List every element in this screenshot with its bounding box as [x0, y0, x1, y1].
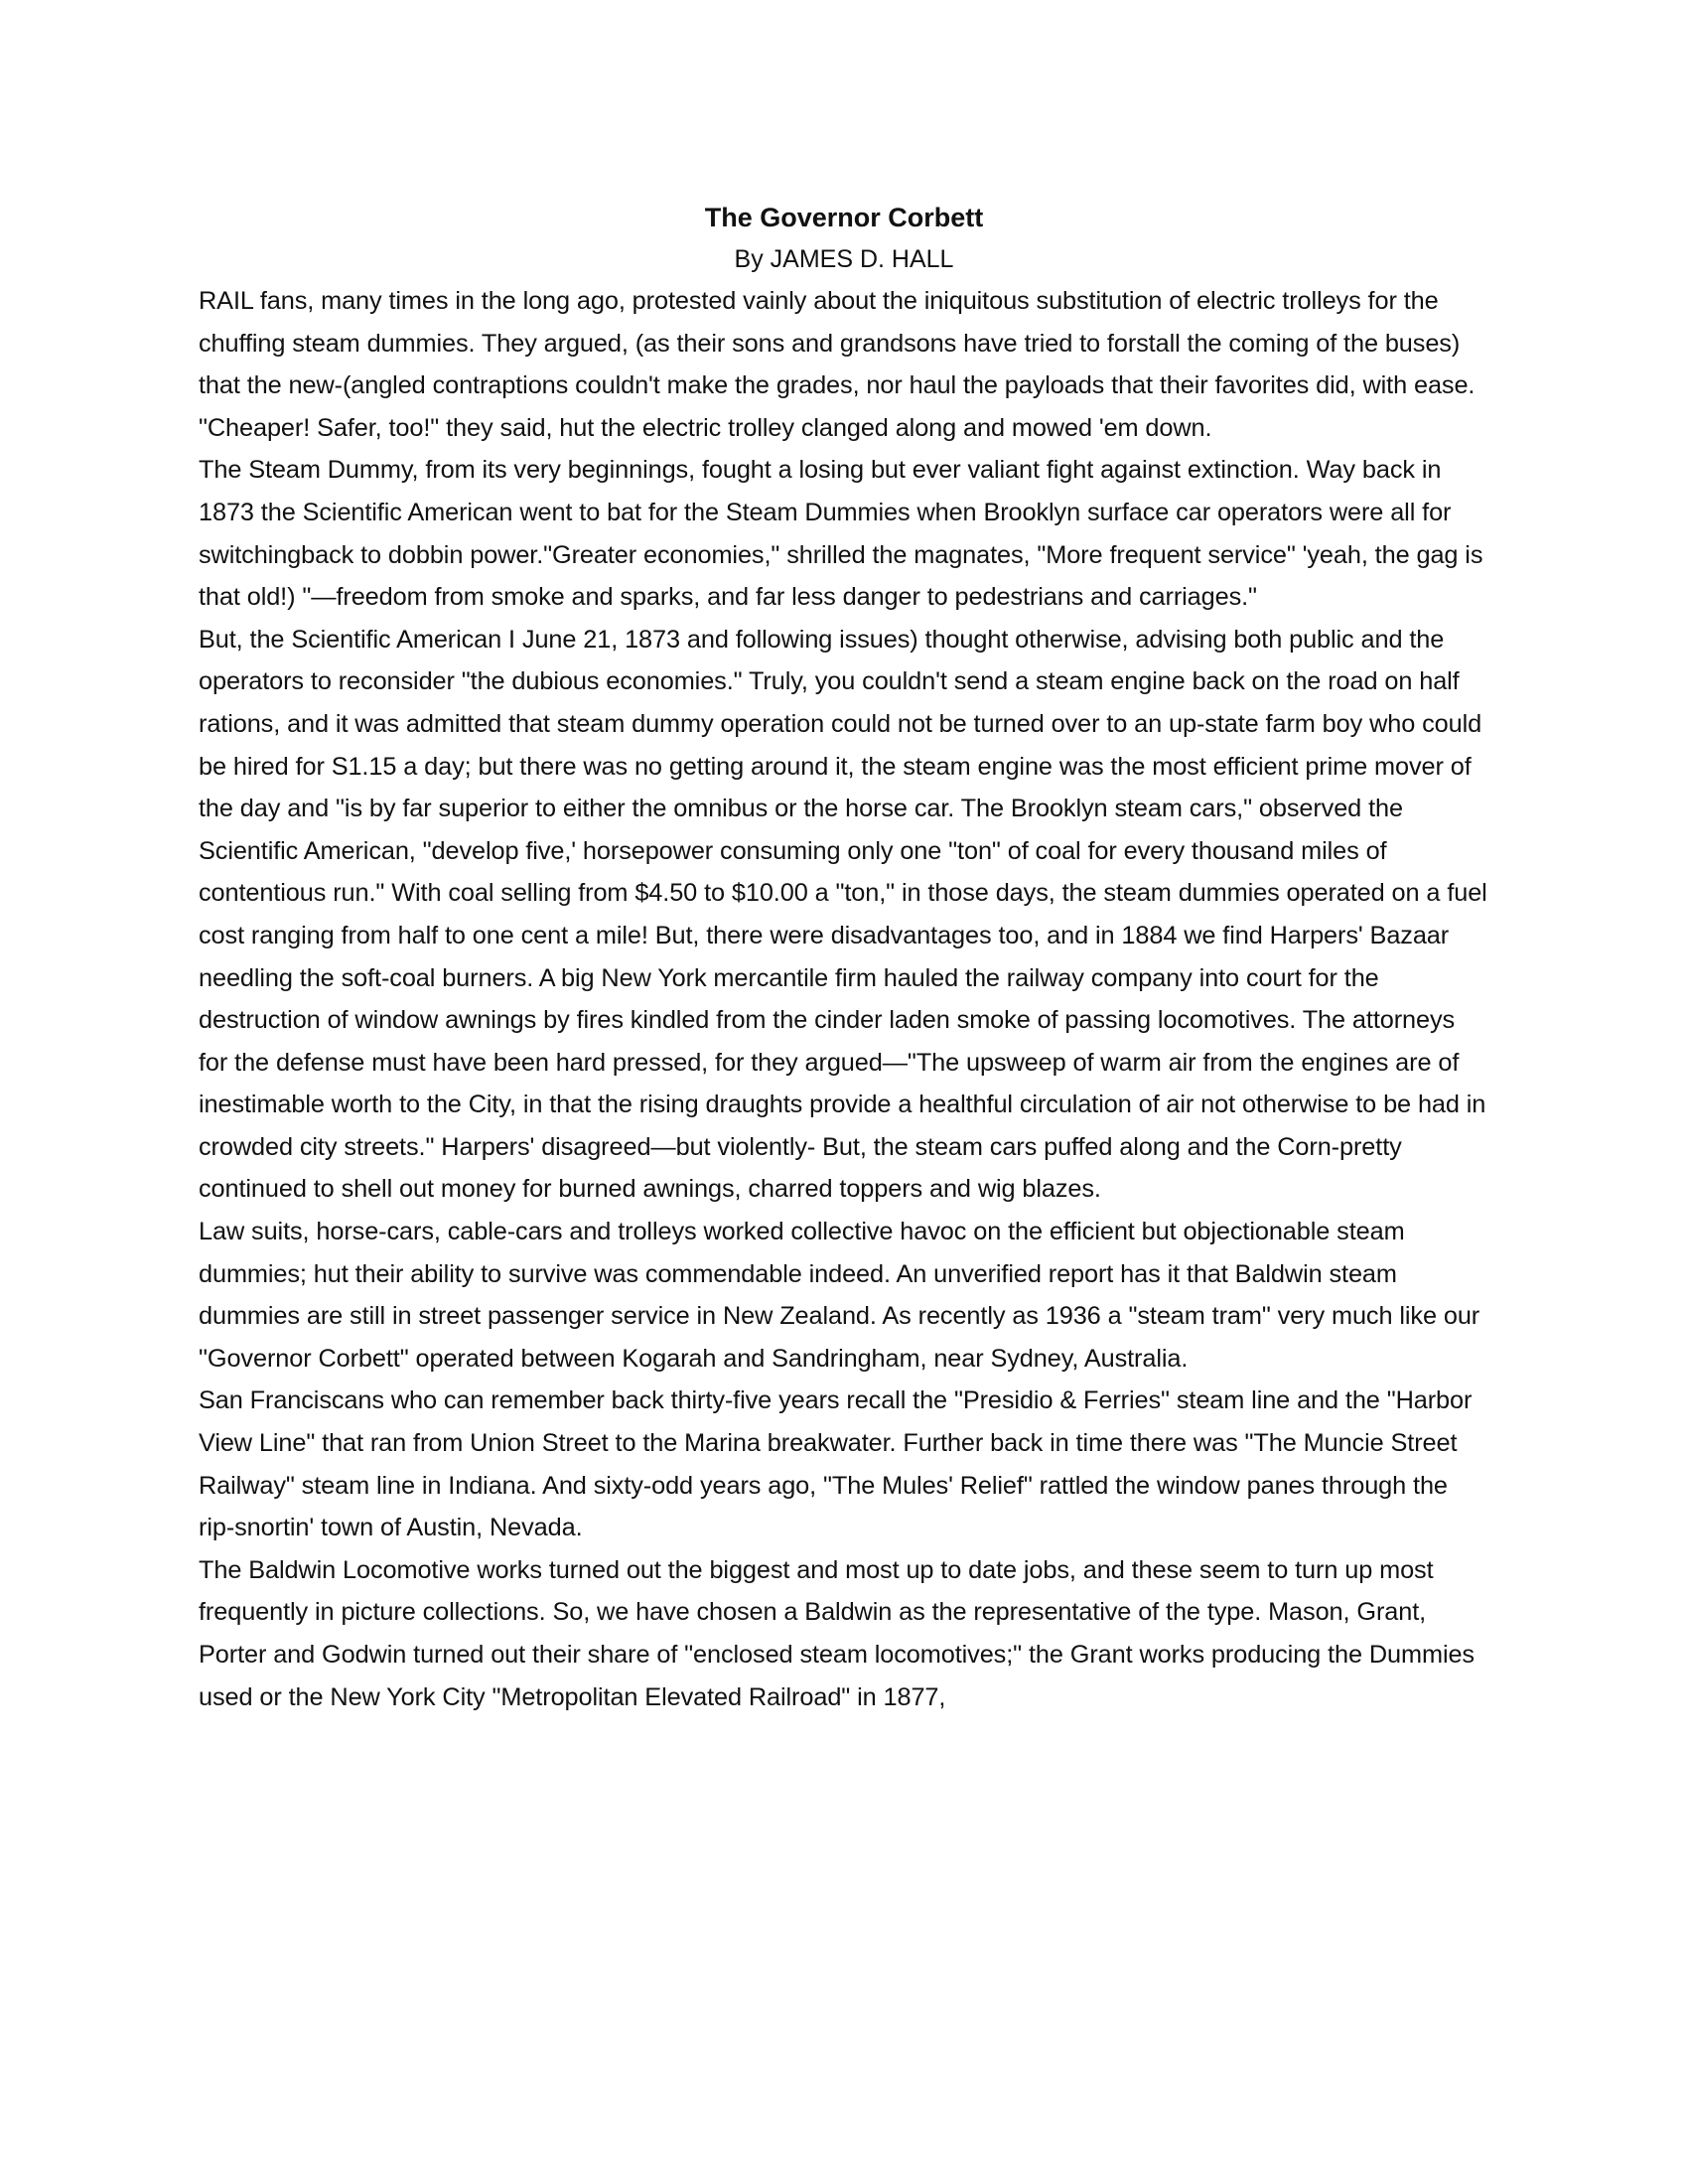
- paragraph: RAIL fans, many times in the long ago, protested vainly about the iniquitous substitution of electric trolleys for the chuffing steam dummies. They argued, (as their sons and grandsons have tried to forstall the coming of the buses) that the new-(angled contraptions couldn't make the grades, nor haul the payloads that their favorites did, with ease.: [199, 287, 1476, 400]
- paragraph: Law suits, horse-cars, cable-cars and trolleys worked collective havoc on the efficient but objectionable steam dummies; hut their ability to survive was commendable indeed. An unverified report has it that Baldwin steam dummies are still in street passenger service in New Zealand. As recently as 1936 a "steam tram" very much like our "Governor Corbett" operated between Kogarah and Sandringham, near Sydney, Australia.: [199, 1218, 1480, 1373]
- paragraph: But, the Scientific American I June 21, 1873 and following issues) thought otherwise, advising both public and the operators to reconsider "the dubious economies." Truly, you couldn't send a steam engine back on the road on half rations, and it was admitted that steam dummy operation could not be turned over to an up-state farm boy who could be hired for S1.15 a day; but there was no getting around it, the steam engine was the most efficient prime mover of the day and "is by far superior to either the omnibus or the horse car. The Brooklyn steam cars," observed the Scientific American, "develop five,' horsepower consuming only one "ton" of coal for every thousand miles of contentious run." With coal selling from $4.50 to $10.00 a "ton," in those days, the steam dummies operated on a fuel cost ranging from half to one cent a mile! But, there were disadvantages too, and in 1884 we find Harpers' Bazaar needling the soft-coal burners. A big New York mercantile firm hauled the railway company into court for the destruction of window awnings by fires kindled from the cinder laden smoke of passing locomotives. The attorneys for the defense must have been hard pressed, for they argued—"The upsweep of warm air from the engines are of inestimable worth to the City, in that the rising draughts provide a healthful circulation of air not otherwise to be had in crowded city streets." Harpers' disagreed—but violently- But, the steam cars puffed along and the Corn-pretty continued to shell out money for burned awnings, charred toppers and wig blazes.: [199, 625, 1487, 1204]
- document-page: [199, 197, 1489, 1718]
- paragraph: The Steam Dummy, from its very beginnings, fought a losing but ever valiant fight against extinction. Way back in 1873 the Scientific American went to bat for the Steam Dummies when Brooklyn surface car operators were all for switchingback to dobbin power."Greater economies," shrilled the magnates, "More frequent service" 'yeah, the gag is that old!) "—freedom from smoke and sparks, and far less danger to pedestrians and carriages.": [199, 456, 1483, 612]
- paragraph: The Baldwin Locomotive works turned out the biggest and most up to date jobs, and these seem to turn up most frequently in picture collections. So, we have chosen a Baldwin as the representative of the type. Mason, Grant, Porter and Godwin turned out their share of "enclosed steam locomotives;" the Grant works producing the Dummies used or the New York City "Metropolitan Elevated Railroad" in 1877,: [199, 1555, 1475, 1711]
- paragraph: "Cheaper! Safer, too!" they said, hut the electric trolley clanged along and mowed 'em down.: [199, 413, 1212, 442]
- author-byline: By JAMES D. HALL: [734, 245, 954, 273]
- article-body: [199, 280, 1489, 1718]
- document-title: The Governor Corbett: [704, 203, 984, 232]
- paragraph: San Franciscans who can remember back thirty-five years recall the "Presidio & Ferries" steam line and the "Harbor View Line" that ran from Union Street to the Marina breakwater. Further back in time there was "The Muncie Street Railway" steam line in Indiana. And sixty-odd years ago, "The Mules' Relief" rattled the window panes through the rip-snortin' town of Austin, Nevada.: [199, 1386, 1473, 1542]
